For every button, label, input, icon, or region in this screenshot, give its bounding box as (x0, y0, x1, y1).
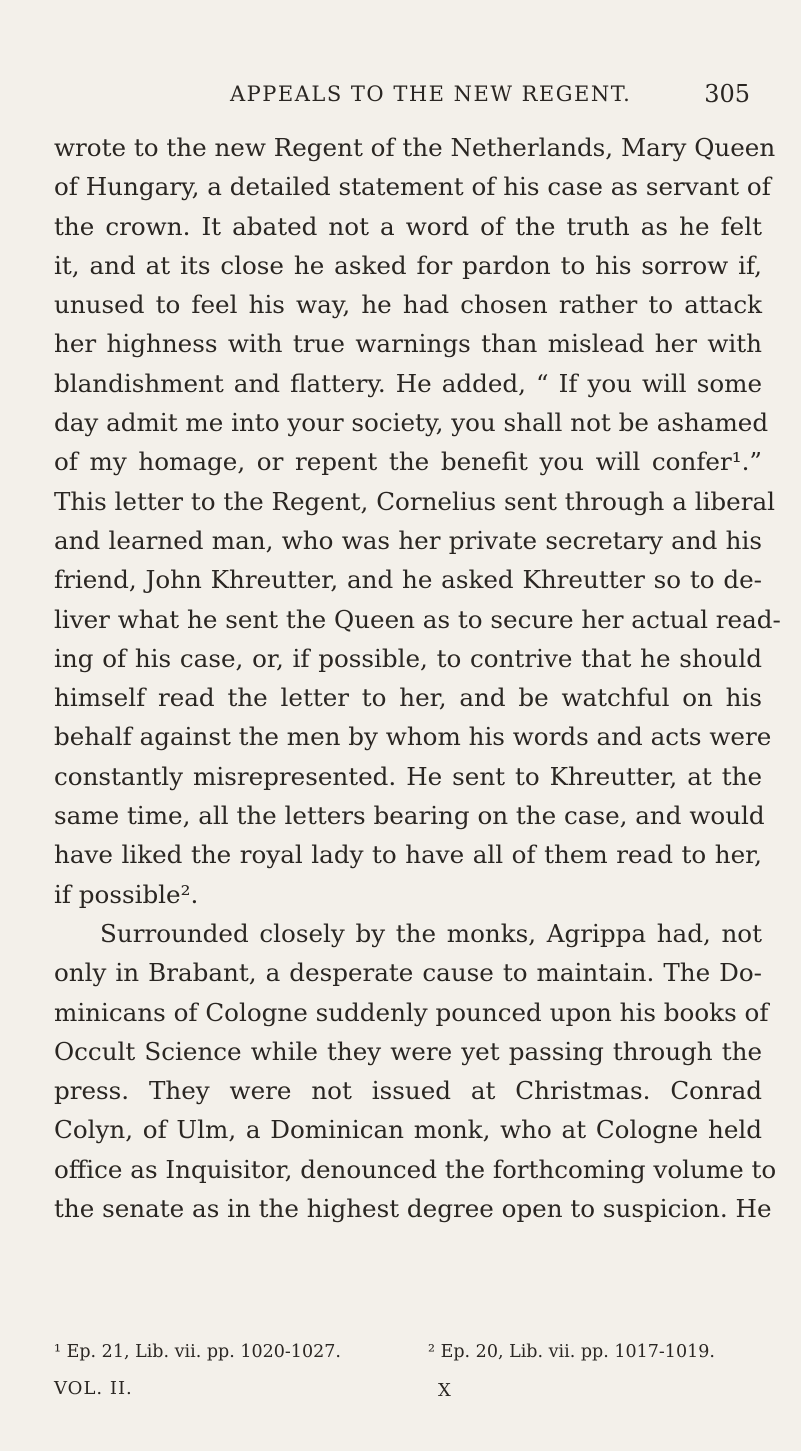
text-line: of Hungary, a detailed statement of his case as servant of (54, 172, 771, 202)
page-number: 305 (704, 80, 750, 108)
signature-line (54, 1378, 762, 1404)
text-line: the senate as in the highest degree open to suspicion. He (54, 1194, 772, 1224)
text-line: behalf against the men by whom his words and acts were (54, 722, 772, 752)
running-title: APPEALS TO THE NEW REGENT. (230, 82, 632, 106)
text-line: blandishment and flattery. He added, “ If you will some (54, 368, 762, 398)
text-line: the crown. It abated not a word of the truth as he felt (54, 211, 762, 241)
paragraph-last-line: if possible². (54, 879, 199, 909)
text-line: liver what he sent the Queen as to secure her actual read- (54, 604, 781, 634)
text-line: wrote to the new Regent of the Netherlands, Mary Queen (54, 133, 776, 162)
text-line: ing of his case, or, if possible, to contrive that he should (54, 643, 762, 673)
text-line: friend, John Khreutter, and he asked Khreutter so to de- (54, 565, 762, 595)
text-line: of my homage, or repent the benefit you will confer¹.” (54, 447, 762, 477)
text-line: Colyn, of Ulm, a Dominican monk, who at Cologne held (54, 1115, 762, 1145)
text-line: constantly misrepresented. He sent to Khreutter, at the (54, 761, 762, 791)
text-line: Occult Science while they were yet passing through the (54, 1036, 762, 1066)
page-header (230, 82, 750, 122)
text-line: and learned man, who was her private secretary and his (54, 525, 762, 555)
paragraph-first-line: Surrounded closely by the monks, Agrippa had, not (100, 918, 762, 948)
body-text (54, 128, 781, 1228)
text-line: her highness with true warnings than mislead her with (54, 329, 762, 359)
text-line: office as Inquisitor, denounced the forthcoming volume to (54, 1154, 777, 1184)
text-line: it, and at its close he asked for pardon to his sorrow if, (54, 250, 762, 280)
text-line: himself read the letter to her, and be watchful on his (54, 683, 762, 713)
footnote-2: ² Ep. 20, Lib. vii. pp. 1017-1019. (428, 1342, 715, 1362)
volume-label: VOL. II. (54, 1378, 133, 1399)
signature-mark: X (438, 1380, 451, 1401)
text-line: press. They were not issued at Christmas. Conrad (54, 1076, 762, 1106)
text-line: unused to feel his way, he had chosen rather to attack (54, 290, 762, 320)
text-line: same time, all the letters bearing on the case, and would (54, 801, 765, 831)
text-line: This letter to the Regent, Cornelius sent through a liberal (54, 486, 776, 516)
text-line: minicans of Cologne suddenly pounced upon his books of (54, 997, 769, 1027)
text-line: day admit me into your society, you shall not be ashamed (54, 408, 769, 438)
text-line: only in Brabant, a desperate cause to maintain. The Do- (54, 958, 762, 988)
footnote-1: ¹ Ep. 21, Lib. vii. pp. 1020-1027. (54, 1342, 341, 1362)
text-line: have liked the royal lady to have all of them read to her, (54, 840, 762, 870)
